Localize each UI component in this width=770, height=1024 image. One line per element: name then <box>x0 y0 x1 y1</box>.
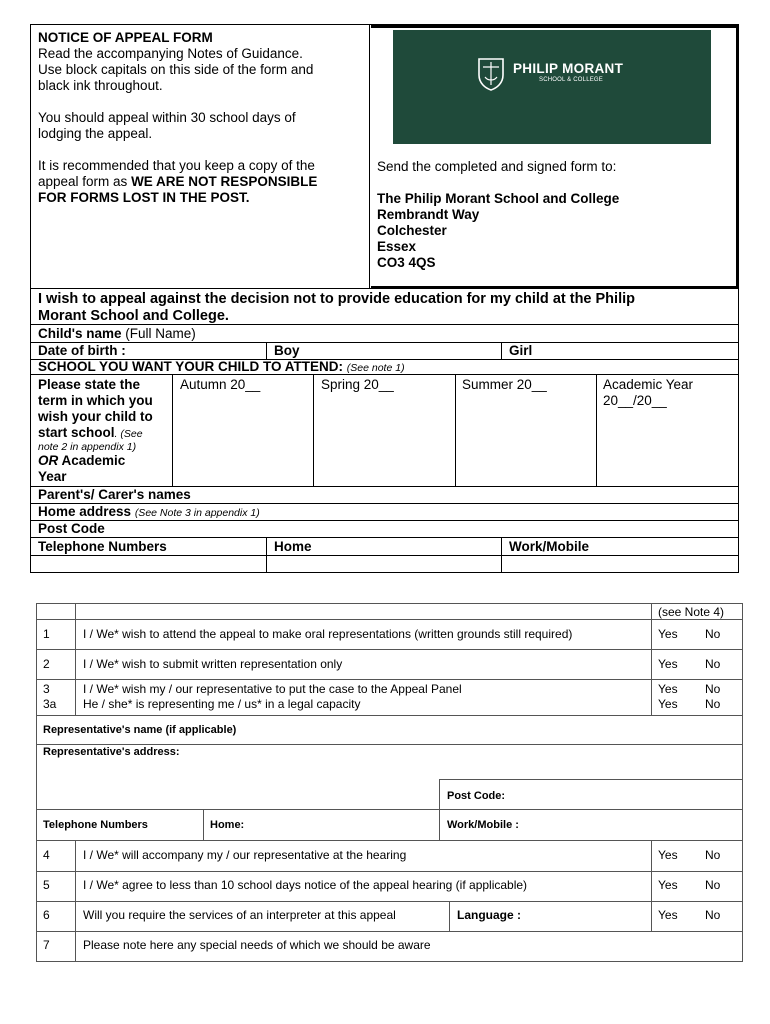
guidance-line: Use block capitals on this side of the form and <box>38 62 314 77</box>
work-phone-label: Work/Mobile <box>509 539 590 554</box>
deadline-line: lodging the appeal. <box>38 126 153 141</box>
row-number: 5 <box>43 878 50 892</box>
row-number: 2 <box>43 657 50 671</box>
logo-name: PHILIP MORANT <box>513 61 624 76</box>
term-line: wish your child to <box>38 409 153 424</box>
appeal-line: I wish to appeal against the decision not to provide education for my child at the Philip <box>38 291 635 307</box>
telephone-blank-cell[interactable] <box>31 556 266 572</box>
term-line: start school <box>38 425 115 440</box>
term-line: Academic <box>58 453 126 468</box>
row-number: 1 <box>43 627 50 641</box>
yes-option[interactable]: Yes <box>658 908 678 922</box>
yes-option[interactable]: Yes <box>658 682 678 696</box>
yes-option[interactable]: Yes <box>658 697 678 711</box>
no-option[interactable]: No <box>705 848 721 862</box>
no-option[interactable]: No <box>705 697 721 711</box>
child-name-hint: (Full Name) <box>121 326 196 341</box>
dob-label[interactable]: Date of birth : <box>38 343 126 358</box>
term-line: Please state the <box>38 377 141 392</box>
no-option[interactable]: No <box>705 878 721 892</box>
home-address-field[interactable] <box>38 504 260 520</box>
deadline-line: You should appeal within 30 school days of <box>38 110 296 125</box>
no-option[interactable]: No <box>705 682 721 696</box>
home-phone-input[interactable] <box>267 556 501 572</box>
row-number: 4 <box>43 848 50 862</box>
term-line: Year <box>38 469 67 484</box>
address-line: The Philip Morant School and College <box>377 191 620 206</box>
see-note-4: (see Note 4) <box>658 605 725 619</box>
autumn-option[interactable]: Autumn 20__ <box>180 377 261 392</box>
address-line: Colchester <box>377 223 447 238</box>
child-name-label: Child's name <box>38 326 122 341</box>
address-line: CO3 4QS <box>377 255 436 270</box>
academic-year-option[interactable] <box>603 377 693 409</box>
academic-year-label: Academic Year <box>603 377 694 392</box>
home-address-label: Home address <box>38 504 132 519</box>
no-option[interactable]: No <box>705 657 721 671</box>
school-wanted <box>38 359 405 375</box>
rep-home-phone-label[interactable]: Home: <box>210 819 245 831</box>
guidance-line: black ink throughout. <box>38 78 163 93</box>
address-line: Rembrandt Way <box>377 207 480 222</box>
row-number: 3 <box>43 682 50 696</box>
accompany-text: I / We* will accompany my / our representative at the hearing <box>83 848 407 862</box>
no-option[interactable]: No <box>705 908 721 922</box>
send-to-block <box>377 159 727 271</box>
guidance-line: Read the accompanying Notes of Guidance. <box>38 46 303 61</box>
copy-line-bold: WE ARE NOT RESPONSIBLE <box>131 174 318 189</box>
yes-option[interactable]: Yes <box>658 848 678 862</box>
home-address-note: (See Note 3 in appendix 1) <box>134 507 260 519</box>
copy-line <box>38 174 363 190</box>
rep-post-code-label[interactable]: Post Code: <box>447 790 506 802</box>
rep-name-label[interactable]: Representative's name (if applicable) <box>43 724 237 736</box>
home-phone-label: Home <box>274 539 312 554</box>
copy-line-bold: FOR FORMS LOST IN THE POST. <box>38 190 250 205</box>
form-title: NOTICE OF APPEAL FORM <box>38 30 213 45</box>
parents-names-label[interactable]: Parent's/ Carer's names <box>38 487 191 502</box>
term-note: note 2 in appendix 1) <box>38 441 137 453</box>
short-notice-text: I / We* agree to less than 10 school days notice of the appeal hearing (if applicable) <box>83 878 528 892</box>
copy-line-plain: appeal form as <box>38 174 132 189</box>
post-code-label[interactable]: Post Code <box>38 521 105 536</box>
crest-icon <box>477 57 505 91</box>
address-line: Essex <box>377 239 417 254</box>
girl-option[interactable]: Girl <box>509 343 533 358</box>
copy-line: It is recommended that you keep a copy of the <box>38 158 315 173</box>
rep-address-label[interactable]: Representative's address: <box>43 746 180 758</box>
header-instructions <box>38 30 363 206</box>
yes-option[interactable]: Yes <box>658 627 678 641</box>
legal-capacity-text: He / she* is representing me / us* in a legal capacity <box>83 697 361 711</box>
representative-text: I / We* wish my / our representative to put the case to the Appeal Panel <box>83 682 462 696</box>
send-to-intro: Send the completed and signed form to: <box>377 159 617 174</box>
school-note: (See note 1) <box>346 362 405 374</box>
spring-option[interactable]: Spring 20__ <box>321 377 394 392</box>
summer-option[interactable]: Summer 20__ <box>462 377 547 392</box>
term-note: . (See <box>114 428 143 440</box>
language-label[interactable]: Language : <box>457 908 522 922</box>
boy-option[interactable]: Boy <box>274 343 300 358</box>
term-or: OR <box>38 453 59 468</box>
yes-option[interactable]: Yes <box>658 878 678 892</box>
school-logo <box>393 30 711 144</box>
rep-telephone-label: Telephone Numbers <box>43 819 148 831</box>
no-option[interactable]: No <box>705 627 721 641</box>
rep-work-phone-label[interactable]: Work/Mobile : <box>447 819 519 831</box>
row-number: 6 <box>43 908 50 922</box>
child-name-field[interactable] <box>38 326 196 342</box>
row-number: 7 <box>43 938 50 952</box>
appeal-statement <box>38 291 733 325</box>
special-needs-text[interactable]: Please note here any special needs of which we should be aware <box>83 938 431 952</box>
appeal-line: Morant School and College. <box>38 308 229 324</box>
work-phone-input[interactable] <box>502 556 738 572</box>
academic-year-value: 20__/20__ <box>603 393 667 408</box>
term-label <box>38 377 170 485</box>
yes-option[interactable]: Yes <box>658 657 678 671</box>
oral-representation-text: I / We* wish to attend the appeal to make oral representations (written grounds still required) <box>83 627 573 641</box>
term-line: term in which you <box>38 393 153 408</box>
school-label: SCHOOL YOU WANT YOUR CHILD TO ATTEND: <box>38 359 344 374</box>
interpreter-text: Will you require the services of an interpreter at this appeal <box>83 908 396 922</box>
telephone-label: Telephone Numbers <box>38 539 167 554</box>
row-number: 3a <box>43 697 57 711</box>
written-representation-text: I / We* wish to submit written representation only <box>83 657 343 671</box>
logo-subtitle: SCHOOL & COLLEGE <box>539 77 603 83</box>
